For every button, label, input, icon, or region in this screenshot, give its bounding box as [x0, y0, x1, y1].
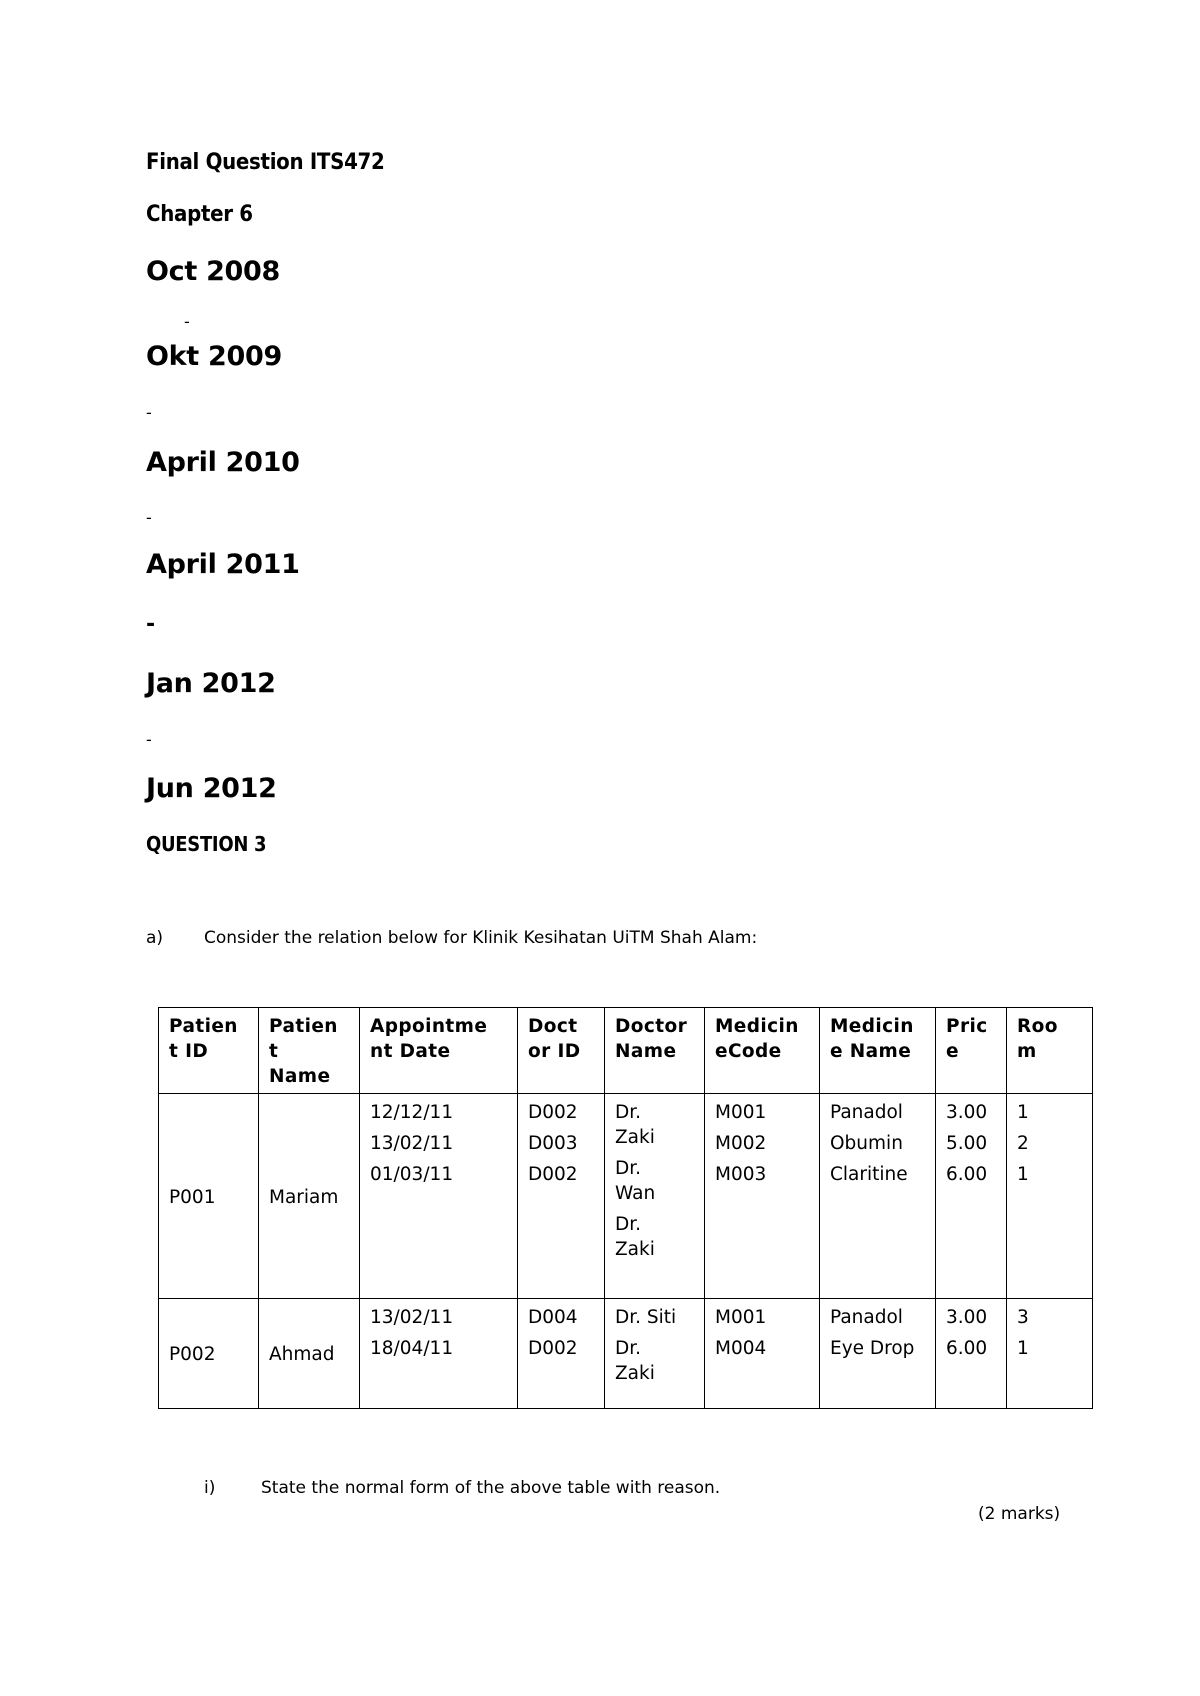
header-patient-name [259, 1008, 360, 1094]
cell-value: D002 [528, 1338, 578, 1359]
cell-value: 6.00 [946, 1338, 988, 1359]
exam-date-1: Oct 2008 [146, 256, 281, 287]
cell-value: 1 [1017, 1102, 1029, 1123]
header-medicine-name [820, 1008, 936, 1094]
cell-value: D002 [528, 1102, 578, 1123]
cell-value: Zaki [615, 1363, 655, 1384]
cell-value: 13/02/11 [370, 1307, 454, 1328]
cell-patient-name: Mariam [259, 1094, 360, 1299]
header-text-line: e Name [830, 1041, 912, 1062]
table-row [159, 1299, 1093, 1409]
header-text-line: or ID [528, 1041, 581, 1062]
cell-doctor-ids [518, 1299, 605, 1409]
cell-value: Claritine [830, 1164, 908, 1185]
header-text-line: Pric [946, 1016, 988, 1037]
cell-value: 18/04/11 [370, 1338, 454, 1359]
cell-patient-id: P002 [159, 1299, 259, 1409]
cell-medicine-codes [705, 1299, 820, 1409]
cell-rooms [1007, 1299, 1093, 1409]
doctor-name-entry [615, 1100, 694, 1150]
cell-value: Zaki [615, 1239, 655, 1260]
header-text-line: Doct [528, 1016, 578, 1037]
cell-appointment-dates [360, 1299, 518, 1409]
header-price [936, 1008, 1007, 1094]
cell-prices [936, 1299, 1007, 1409]
part-a-text: Consider the relation below for Klinik Kesihatan UiTM Shah Alam: [204, 928, 758, 948]
cell-medicine-names [820, 1094, 936, 1299]
cell-value: Obumin [830, 1133, 903, 1154]
header-room [1007, 1008, 1093, 1094]
cell-value: D004 [528, 1307, 578, 1328]
doctor-name-entry [615, 1305, 694, 1330]
exam-date-2: Okt 2009 [146, 341, 282, 372]
cell-value: 2 [1017, 1133, 1029, 1154]
cell-value: Panadol [830, 1307, 903, 1328]
header-text-line: Doctor [615, 1016, 688, 1037]
cell-value: Dr. [615, 1158, 642, 1179]
question-label: QUESTION 3 [146, 832, 267, 856]
header-text-line: Name [269, 1066, 331, 1087]
sub-i-text: State the normal form of the above table with reason. [261, 1478, 721, 1498]
cell-value: Panadol [830, 1102, 903, 1123]
header-text-line: Appointme [370, 1016, 488, 1037]
header-text-line: t [269, 1041, 279, 1062]
table-row [159, 1094, 1093, 1299]
cell-value: M001 [715, 1307, 767, 1328]
exam-date-4: April 2011 [146, 549, 300, 580]
cell-value: 5.00 [946, 1133, 988, 1154]
cell-value: 01/03/11 [370, 1164, 454, 1185]
cell-value: D003 [528, 1133, 578, 1154]
cell-prices [936, 1094, 1007, 1299]
header-patient-id [159, 1008, 259, 1094]
cell-value: Zaki [615, 1127, 655, 1148]
header-text-line: nt Date [370, 1041, 451, 1062]
part-a-marker: a) [146, 928, 164, 948]
doctor-name-entry [615, 1156, 694, 1206]
cell-value: Dr. [615, 1102, 642, 1123]
cell-value: M001 [715, 1102, 767, 1123]
cell-value: 1 [1017, 1338, 1029, 1359]
exam-date-6: Jun 2012 [146, 773, 277, 804]
date-separator-5: - [146, 730, 152, 749]
relation-table [158, 1007, 1093, 1409]
header-text-line: t ID [169, 1041, 209, 1062]
cell-doctor-names [605, 1299, 705, 1409]
sub-i-marker: i) [204, 1478, 216, 1498]
cell-value: M003 [715, 1164, 767, 1185]
cell-medicine-names [820, 1299, 936, 1409]
cell-value: M004 [715, 1338, 767, 1359]
cell-appointment-dates [360, 1094, 518, 1299]
cell-patient-name: Ahmad [259, 1299, 360, 1409]
cell-value: Dr. Siti [615, 1307, 677, 1328]
cell-value: 13/02/11 [370, 1133, 454, 1154]
header-text-line: Patien [269, 1016, 338, 1037]
date-separator-1: - [184, 312, 190, 331]
cell-rooms [1007, 1094, 1093, 1299]
date-separator-4: - [146, 612, 156, 637]
header-text-line: Medicin [830, 1016, 914, 1037]
header-text-line: Patien [169, 1016, 238, 1037]
cell-value: 12/12/11 [370, 1102, 454, 1123]
cell-value: Dr. [615, 1338, 642, 1359]
cell-value: 6.00 [946, 1164, 988, 1185]
cell-patient-id: P001 [159, 1094, 259, 1299]
cell-value: Dr. [615, 1214, 642, 1235]
cell-value: Eye Drop [830, 1338, 915, 1359]
date-separator-2: - [146, 403, 152, 422]
cell-doctor-names [605, 1094, 705, 1299]
cell-value: 3 [1017, 1307, 1029, 1328]
header-appointment-date [360, 1008, 518, 1094]
header-text-line: Roo [1017, 1016, 1058, 1037]
header-doctor-name [605, 1008, 705, 1094]
header-text-line: Medicin [715, 1016, 799, 1037]
cell-value: M002 [715, 1133, 767, 1154]
cell-doctor-ids [518, 1094, 605, 1299]
cell-value: Wan [615, 1183, 656, 1204]
header-text-line: e [946, 1041, 959, 1062]
doctor-name-entry [615, 1336, 694, 1386]
exam-date-3: April 2010 [146, 447, 300, 478]
header-doctor-id [518, 1008, 605, 1094]
header-text-line: eCode [715, 1041, 782, 1062]
header-medicine-code [705, 1008, 820, 1094]
document-title: Final Question ITS472 [146, 150, 385, 175]
header-text-line: Name [615, 1041, 677, 1062]
doctor-name-entry [615, 1212, 694, 1262]
header-text-line: m [1017, 1041, 1037, 1062]
cell-value: 3.00 [946, 1307, 988, 1328]
chapter-label: Chapter 6 [146, 202, 253, 227]
cell-value: D002 [528, 1164, 578, 1185]
cell-medicine-codes [705, 1094, 820, 1299]
cell-value: 1 [1017, 1164, 1029, 1185]
exam-date-5: Jan 2012 [146, 668, 276, 699]
date-separator-3: - [146, 508, 152, 527]
cell-value: 3.00 [946, 1102, 988, 1123]
table-header-row [159, 1008, 1093, 1094]
sub-i-marks: (2 marks) [978, 1504, 1061, 1524]
